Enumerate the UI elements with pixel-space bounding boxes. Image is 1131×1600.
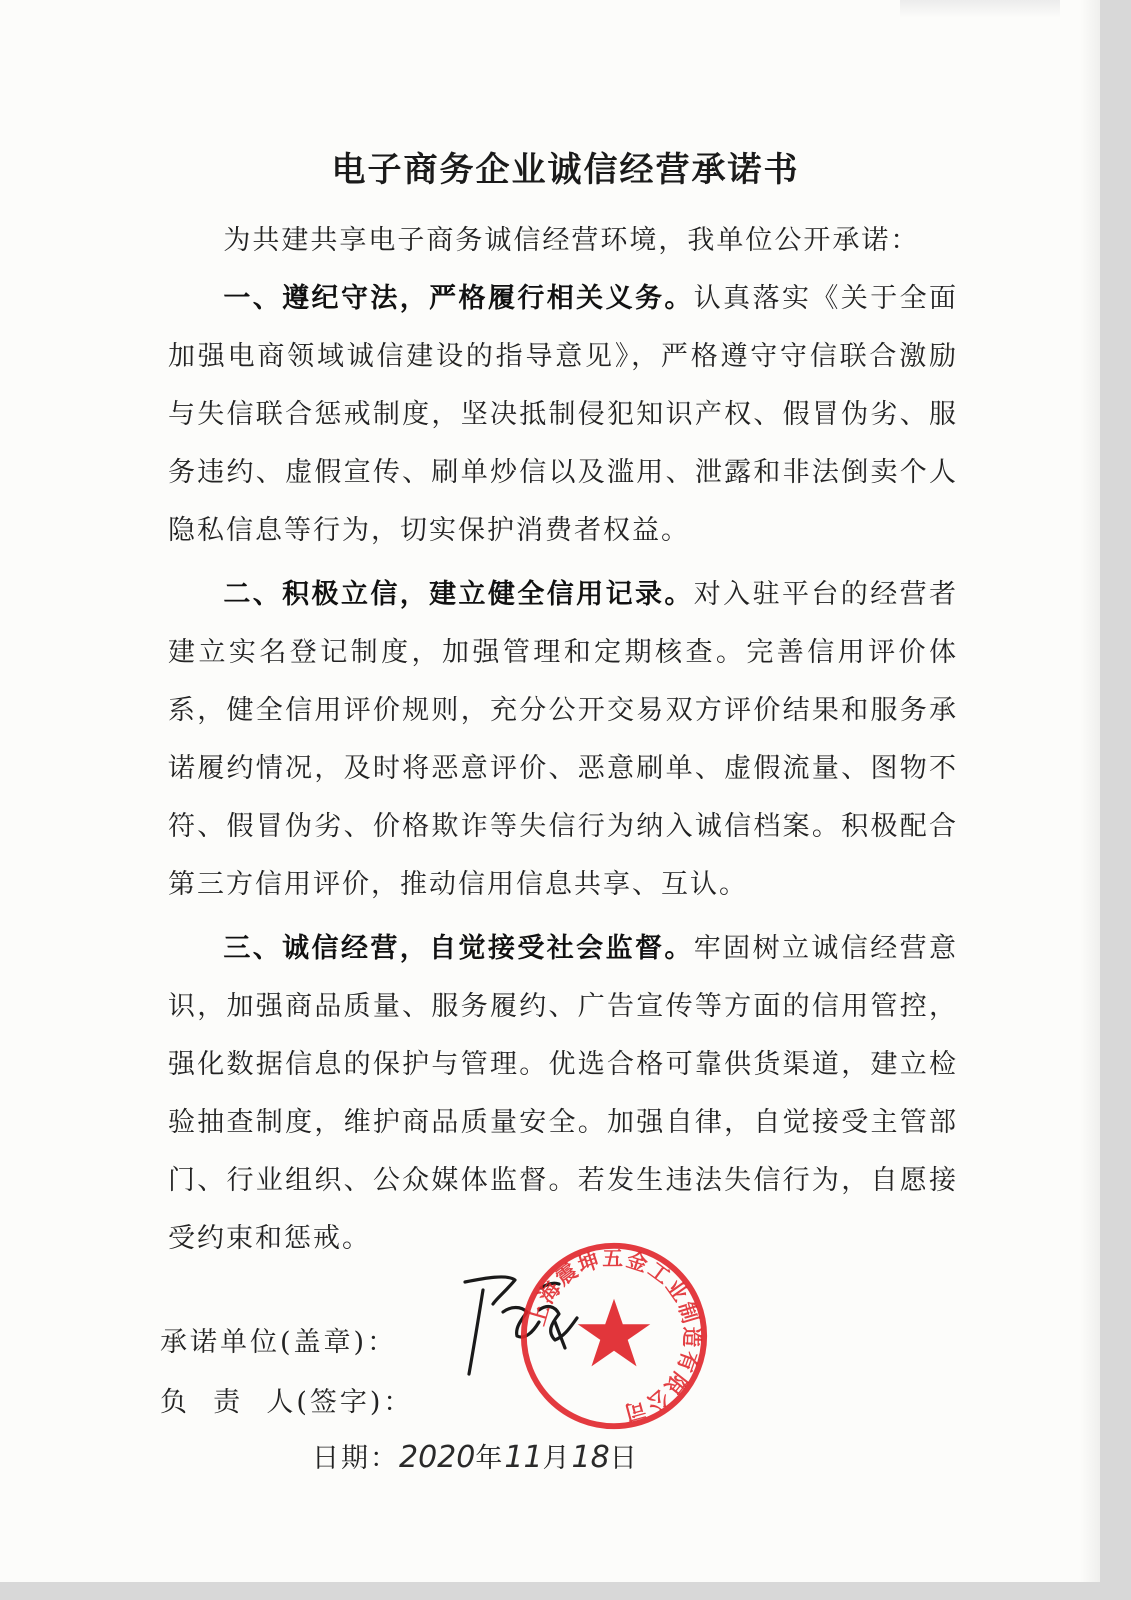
section-1-heading: 一、遵纪守法，严格履行相关义务。 — [223, 283, 694, 314]
intro-paragraph: 为共建共享电子商务诚信经营环境，我单位公开承诺： — [223, 225, 920, 256]
section-1-text: 认真落实《关于全面加强电商领域诚信建设的指导意见》，严格遵守守信联合激励与失信联合惩戒制度，坚决抵制侵犯知识产权、假冒伪劣、服务违约、虚假宣传、刷单炒信以及滥用、泄露和非法倒卖个人隐私信息等行为，切实保护消费者权益。 — [168, 283, 958, 546]
section-2-heading: 二、积极立信，建立健全信用记录。 — [223, 579, 694, 610]
date-year: 2020 — [399, 1440, 476, 1475]
date-label: 日期： — [312, 1443, 399, 1474]
document-body — [168, 212, 958, 1268]
company-seal — [516, 1238, 712, 1434]
seal-text: 上海震坤五金工业制造有限公司 — [524, 1246, 704, 1426]
commitment-unit-label: 承诺单位(盖章)： — [160, 1327, 398, 1358]
section-3-heading: 三、诚信经营，自觉接受社会监督。 — [223, 933, 694, 964]
section-3-paragraph — [168, 920, 958, 1268]
date-line — [312, 1436, 639, 1475]
date-month-unit: 月 — [542, 1443, 572, 1474]
section-2-text: 对入驻平台的经营者建立实名登记制度，加强管理和定期核查。完善信用评价体系，健全信用评价规则，充分公开交易双方评价结果和服务承诺履约情况，及时将恶意评价、恶意刷单、虚假流量、图物不符、假冒伪劣、价格欺诈等失信行为纳入诚信档案。积极配合第三方信用评价，推动信用信息共享、互认。 — [168, 579, 958, 900]
responsible-person-label: 负 责 人(签字)： — [160, 1387, 414, 1418]
section-1-paragraph — [168, 270, 958, 560]
page-fold-shadow — [900, 0, 1060, 18]
page-edge-shadow — [1080, 0, 1100, 1582]
section-2-paragraph — [168, 566, 958, 914]
date-day-unit: 日 — [609, 1443, 639, 1474]
document-title: 电子商务企业诚信经营承诺书 — [331, 150, 800, 190]
date-day: 18 — [571, 1440, 610, 1475]
section-3-text: 牢固树立诚信经营意识，加强商品质量、服务履约、广告宣传等方面的信用管控，强化数据信息的保护与管理。优选合格可靠供货渠道，建立检验抽查制度，维护商品质量安全。加强自律，自觉接受主管部门、行业组织、公众媒体监督。若发生违法失信行为，自愿接受约束和惩戒。 — [168, 933, 958, 1254]
date-year-unit: 年 — [475, 1443, 505, 1474]
date-month: 11 — [504, 1440, 543, 1475]
